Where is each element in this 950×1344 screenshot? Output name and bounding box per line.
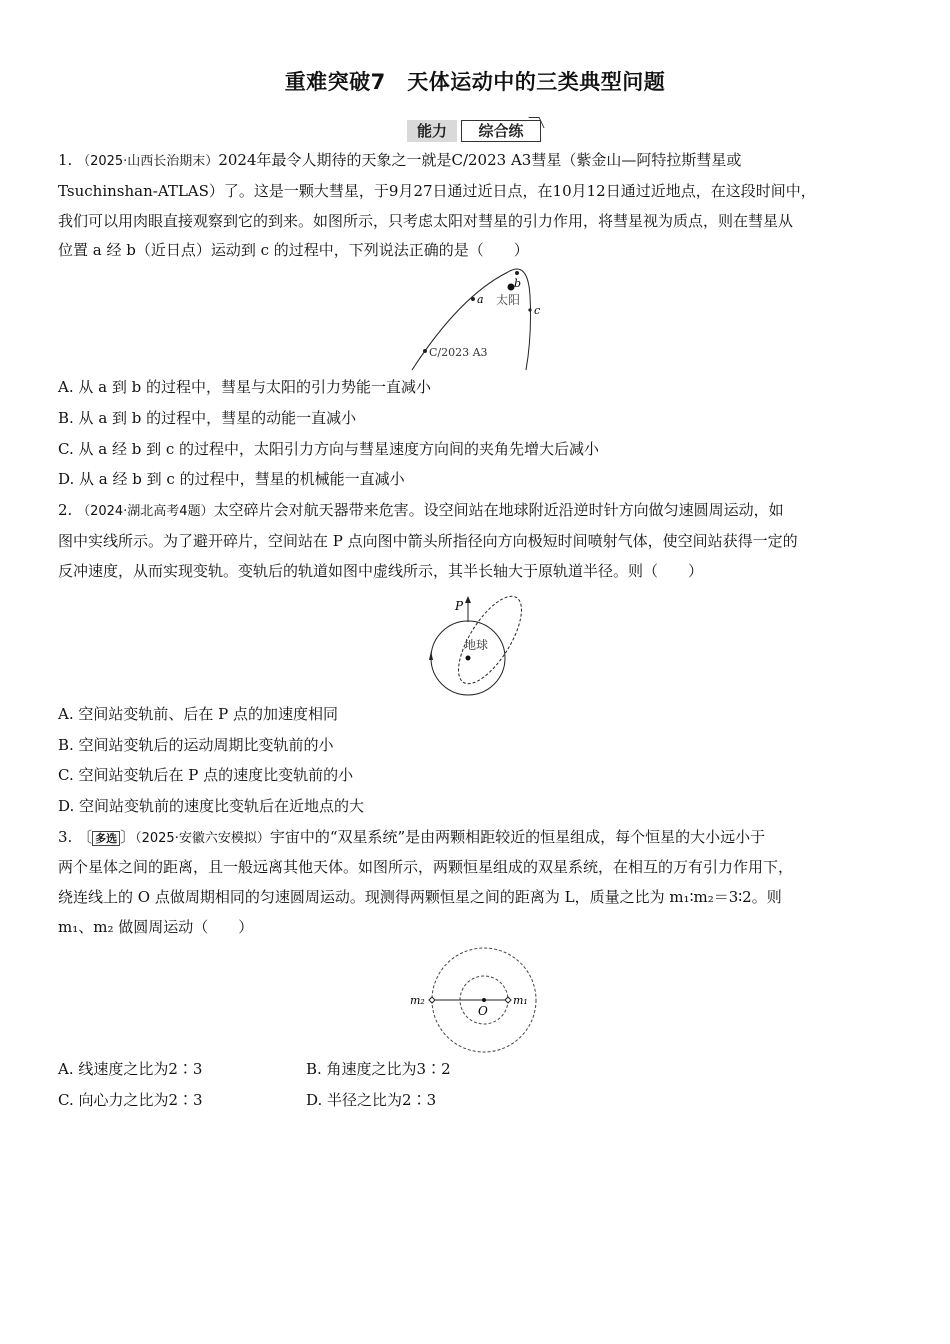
q2-option-d: D. 空间站变轨前的速度比变轨后在近地点的大 [58, 797, 365, 815]
earth-dot [466, 656, 471, 661]
point-a-label: a [477, 293, 484, 306]
section-tag-right: 综合练 [461, 120, 541, 142]
space-station-orbit-figure [420, 588, 530, 700]
q2-number: 2. [58, 501, 73, 519]
page-title: 重难突破7 天体运动中的三类典型问题 [284, 70, 666, 94]
q3-line-4: m₁、m₂ 做圆周运动（ ） [58, 918, 254, 936]
q3-option-c: C. 向心力之比为2∶3 [58, 1091, 203, 1109]
q1-source: （2025·山西长治期末） [77, 154, 219, 169]
q2-option-a: A. 空间站变轨前、后在 P 点的加速度相同 [58, 705, 338, 723]
q1-option-a: A. 从 a 到 b 的过程中，彗星与太阳的引力势能一直减小 [58, 378, 431, 396]
q1-line-3: 我们可以用肉眼直接观察到它的到来。如图所示，只考虑太阳对彗星的引力作用，将彗星视为质点，则在彗星从 [58, 212, 794, 230]
star-m1-marker [505, 997, 511, 1003]
q3-line-3: 绕连线上的 O 点做周期相同的匀速圆周运动。现测得两颗恒星之间的距离为 L，质量之比为 m₁∶m₂＝3∶2。则 [58, 888, 782, 906]
point-c-dot [528, 308, 531, 311]
q3-source: （2025·安徽六安模拟） [135, 831, 270, 846]
q1-option-c: C. 从 a 经 b 到 c 的过程中，太阳引力方向与彗星速度方向间的夹角先增大后减小 [58, 440, 600, 458]
earth-label: 地球 [464, 638, 489, 652]
q3-option-d: D. 半径之比为2∶3 [306, 1091, 437, 1109]
comet-dot [423, 349, 427, 353]
m1-label: m₁ [513, 994, 528, 1007]
q3-multi-choice-tag: 多选 [92, 831, 120, 846]
binary-star-figure [408, 944, 544, 1056]
center-o-dot [482, 998, 486, 1002]
q2-line-2: 图中实线所示。为了避开碎片，空间站在 P 点向图中箭头所指径向方向极短时间喷射气体，使空间站获得一定的 [58, 532, 798, 550]
q3-number: 3. [58, 828, 73, 846]
q1-line-2: Tsuchinshan-ATLAS）了。这是一颗大彗星，于9月27日通过近日点，在10月12日通过近地点，在这段时间中， [58, 182, 816, 200]
q3-line-2: 两个星体之间的距离，且一般远离其他天体。如图所示，两颗恒星组成的双星系统，在相互的万有引力作用下， [58, 858, 794, 876]
q3-option-b: B. 角速度之比为3∶2 [306, 1060, 451, 1078]
point-c-label: c [534, 304, 541, 317]
section-tag-left: 能力 [407, 120, 457, 142]
sun-label: 太阳 [496, 293, 521, 307]
q2-source: （2024·湖北高考4题） [77, 504, 214, 519]
point-b-dot [515, 271, 519, 275]
thrust-arrow-icon [465, 596, 471, 603]
q1-number: 1. [58, 151, 73, 169]
q1-text-1: 2024年最令人期待的天象之一就是C/2023 A3彗星（紫金山—阿特拉斯彗星或 [218, 151, 742, 169]
point-a-dot [471, 297, 475, 301]
comet-label: C/2023 A3 [429, 346, 488, 359]
center-o-label: O [478, 1004, 488, 1018]
orbit-direction-arrow-icon [429, 651, 433, 660]
q2-line-1 [58, 500, 784, 522]
q1-option-b: B. 从 a 到 b 的过程中，彗星的动能一直减小 [58, 409, 357, 427]
q1-option-d: D. 从 a 经 b 到 c 的过程中，彗星的机械能一直减小 [58, 470, 405, 488]
q3-line-1: 3. 〔 多选 〕（2025·安徽六安模拟）宇宙中的“双星系统”是由两颗相距较近的恒星组成，每个恒星的大小远小于 [58, 828, 766, 846]
point-b-label: b [514, 277, 522, 290]
star-m2-marker [429, 997, 435, 1003]
q2-option-c: C. 空间站变轨后在 P 点的速度比变轨前的小 [58, 766, 354, 784]
q1-line-4: 位置 a 经 b（近日点）运动到 c 的过程中，下列说法正确的是（ ） [58, 241, 529, 259]
q3-option-a: A. 线速度之比为2∶3 [58, 1060, 203, 1078]
sun-dot [508, 284, 515, 291]
q1-line-1 [58, 150, 741, 172]
q2-option-b: B. 空间站变轨后的运动周期比变轨前的小 [58, 736, 334, 754]
q2-text-1: 太空碎片会对航天器带来危害。设空间站在地球附近沿逆时针方向做匀速圆周运动，如 [213, 501, 784, 519]
comet-orbit-figure [400, 266, 560, 374]
point-p-label: P [455, 599, 464, 613]
m2-label: m₂ [410, 994, 425, 1007]
q2-line-3: 反冲速度，从而实现变轨。变轨后的轨道如图中虚线所示，其半长轴大于原轨道半径。则（ ） [58, 562, 704, 580]
q3-text-1: 宇宙中的“双星系统”是由两颗相距较近的恒星组成，每个恒星的大小远小于 [269, 828, 766, 846]
